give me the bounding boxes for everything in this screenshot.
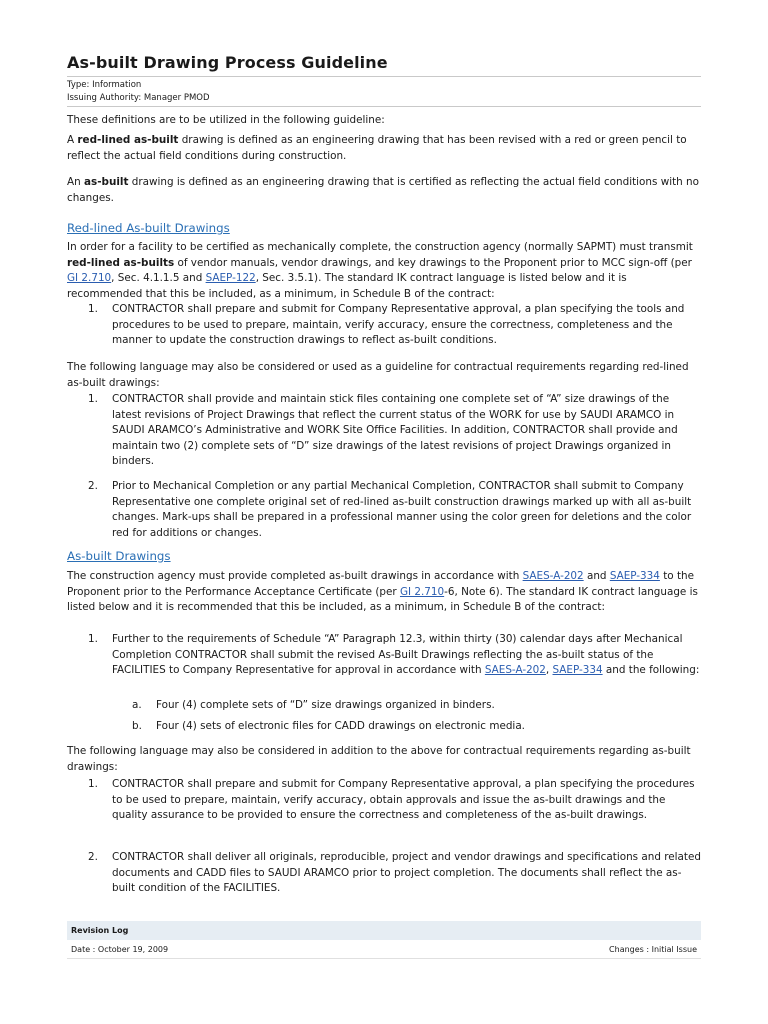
definition-asbuilt: An as-built drawing is defined as an engineering drawing that is certified as reflecting the actual field conditions with no changes. bbox=[67, 176, 699, 204]
section-heading-asbuilt: As-built Drawings bbox=[67, 549, 171, 563]
definition-redlined: A red-lined as-built drawing is defined as an engineering drawing that has been revised with a red or green pencil to reflect the actual field conditions during construction. bbox=[67, 134, 687, 162]
section1-paragraph-2: The following language may also be considered or used as a guideline for contractual requirements regarding red-lined as-built drawings: bbox=[67, 361, 689, 389]
document-meta bbox=[67, 79, 210, 104]
section2-paragraph-2: The following language may also be considered in addition to the above for contractual requirements regarding as-built drawings: bbox=[67, 745, 691, 773]
revision-changes: Changes : Initial Issue bbox=[609, 945, 697, 954]
sub-list-item: a. Four (4) complete sets of “D” size drawings organized in binders. bbox=[132, 699, 495, 711]
section2-paragraph: The construction agency must provide completed as-built drawings in accordance with SAES-A-202 and SAEP-334 to the Proponent prior to the Performance Acceptance Certificate (per GI 2.710-6, Note 6). The standard IK contract language is listed below and it is recommended that this be included, as a minimum, in Schedule B of the contract: bbox=[67, 570, 698, 614]
list-item: 1. CONTRACTOR shall prepare and submit for Company Representative approval, a plan specifying the tools and procedures to be used to prepare, maintain, verify accuracy, ensure the correctness, completeness and the manner to update the construction drawings to reflect as-built conditions. bbox=[88, 303, 685, 347]
meta-authority: Issuing Authority: Manager PMOD bbox=[67, 92, 210, 103]
link-saes-a-202[interactable]: SAES-A-202 bbox=[484, 664, 546, 677]
section-heading-redlined: Red-lined As-built Drawings bbox=[67, 221, 230, 235]
list-item: 2. Prior to Mechanical Completion or any partial Mechanical Completion, CONTRACTOR shall submit to Company Representative one complete original set of red-lined as-built construction drawings marked up with all as-built changes. Mark-ups shall be prepared in a professional manner using the color green for deletions and the color red for additions or changes. bbox=[88, 480, 692, 539]
link-saes-a-202[interactable]: SAES-A-202 bbox=[522, 570, 584, 582]
link-gi-2710[interactable]: GI 2.710 bbox=[399, 585, 445, 598]
revision-date: Date : October 19, 2009 bbox=[71, 945, 169, 954]
intro-line: These definitions are to be utilized in the following guideline: bbox=[67, 114, 385, 126]
sub-list-item: b. Four (4) sets of electronic files for CADD drawings on electronic media. bbox=[132, 720, 525, 732]
link-saep-334[interactable]: SAEP-334 bbox=[609, 570, 660, 582]
section1-paragraph: In order for a facility to be certified as mechanically complete, the construction agency (normally SAPMT) must transmit red-lined as-builts of vendor manuals, vendor drawings, and key drawings to the Proponent prior to MCC sign-off (per GI 2.710, Sec. 4.1.1.5 and SAEP-122, Sec. 3.5.1). The standard IK contract language is listed below and it is recommended that this be included, as a minimum, in Schedule B of the contract: bbox=[67, 241, 693, 300]
divider bbox=[67, 76, 701, 77]
revision-log-header: Revision Log bbox=[67, 921, 701, 940]
page-title: As-built Drawing Process Guideline bbox=[67, 53, 388, 72]
meta-type: Type: Information bbox=[67, 80, 142, 90]
link-saep-334[interactable]: SAEP-334 bbox=[552, 664, 603, 677]
list-item: 2. CONTRACTOR shall deliver all originals, reproducible, project and vendor drawings and specifications and related documents and CADD files to SAUDI ARAMCO prior to project completion. The documents shall reflect the as-built condition of the FACILITIES. bbox=[88, 851, 701, 895]
list-item: 1. CONTRACTOR shall prepare and submit for Company Representative approval, a plan specifying the procedures to be used to prepare, maintain, verify accuracy, obtain approvals and issue the as-built drawings and the quality assurance to be provided to ensure the correctness and completeness of the as-built drawings. bbox=[88, 778, 695, 822]
list-item: 1. Further to the requirements of Schedule “A” Paragraph 12.3, within thirty (30) calendar days after Mechanical Completion CONTRACTOR shall submit the revised As-Built Drawings reflecting the as-built status of the FACILITIES to Company Representative for approval in accordance with SAES-A-202, SAEP-334 and the following: bbox=[88, 633, 700, 677]
link-gi-2710[interactable]: GI 2.710 bbox=[67, 272, 112, 285]
revision-log-row bbox=[67, 941, 701, 959]
divider bbox=[67, 106, 701, 107]
list-item: 1. CONTRACTOR shall provide and maintain stick files containing one complete set of “A” size drawings of the latest revisions of Project Drawings that reflect the current status of the WORK for use by SAUDI ARAMCO in SAUDI ARAMCO’s Administrative and WORK Site Office Facilities. In addition, CONTRACTOR shall provide and maintain two (2) complete sets of “D” size drawings of the latest revisions of project Drawings organized in binders. bbox=[88, 393, 678, 468]
link-saep-122[interactable]: SAEP-122 bbox=[205, 272, 256, 285]
